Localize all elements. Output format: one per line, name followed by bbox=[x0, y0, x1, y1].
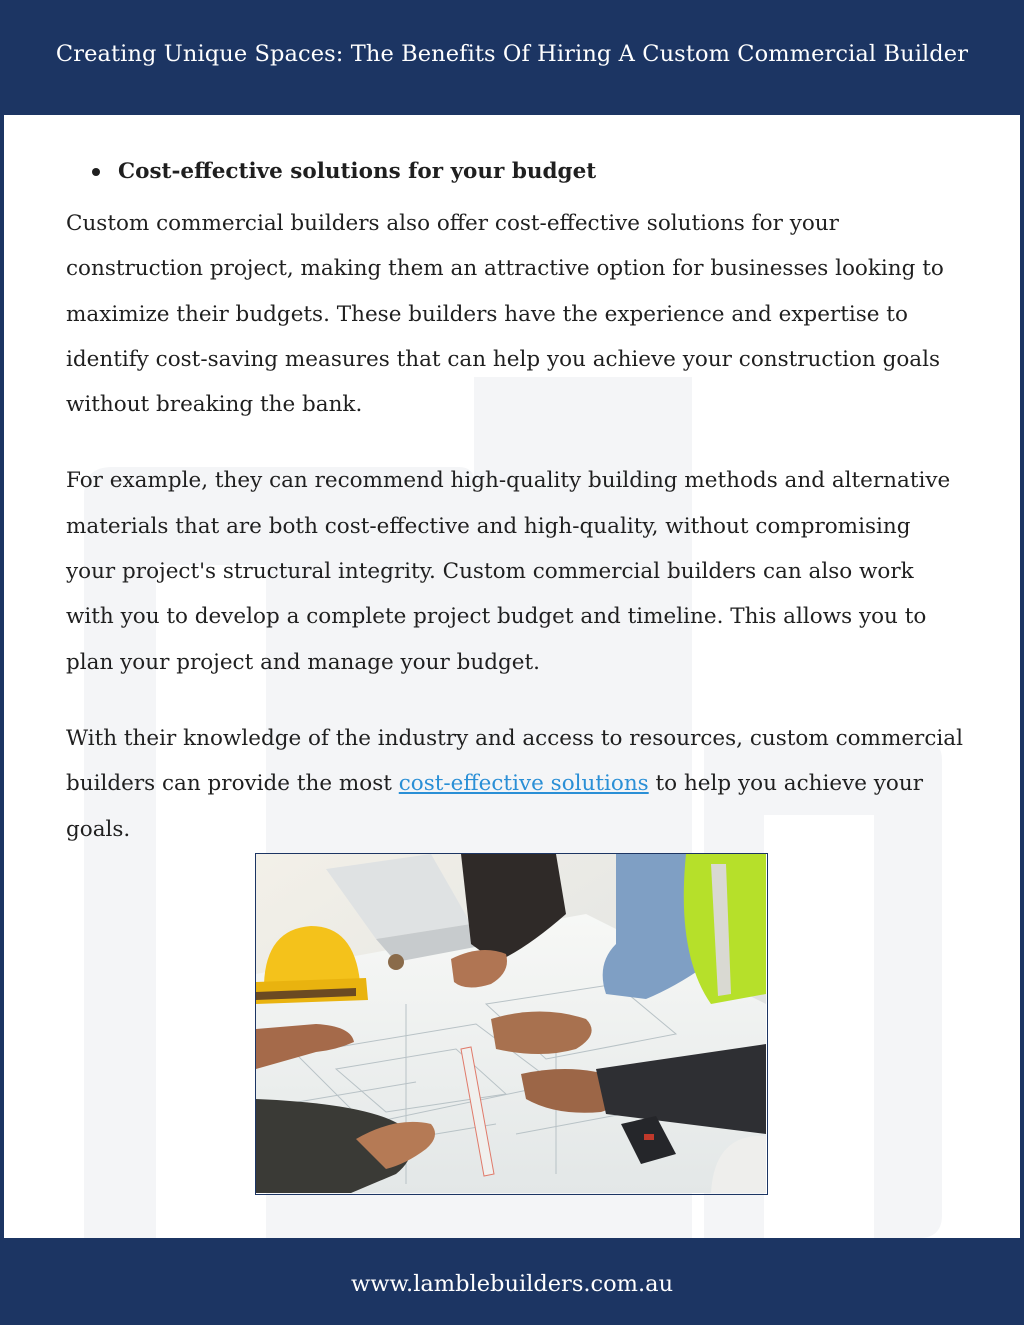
paragraph-3 bbox=[66, 716, 966, 852]
header-title: Creating Unique Spaces: The Benefits Of Hiring A Custom Commercial Builder bbox=[55, 41, 969, 67]
watch bbox=[388, 954, 404, 970]
footer-url: www.lamblebuilders.com.au bbox=[350, 1271, 674, 1297]
paragraph-1: Custom commercial builders also offer cost-effective solutions for your construction project, making them an attractive option for businesses looking to maximize their budgets. These builders have the experience and expertise to identify cost-saving measures that can help you achieve your construction goals without breaking the bank. bbox=[66, 211, 944, 418]
cost-effective-solutions-link[interactable]: cost-effective solutions bbox=[398, 771, 649, 797]
bullet-item bbox=[66, 155, 966, 189]
content-panel bbox=[4, 115, 1020, 1238]
bullet-list bbox=[66, 155, 966, 189]
bullet-text: Cost-effective solutions for your budget bbox=[118, 159, 597, 184]
construction-team-photo bbox=[255, 853, 768, 1195]
watermark-window-right bbox=[764, 815, 874, 1238]
paragraph-3-after: to help you achieve your goals. bbox=[66, 771, 923, 842]
bullet-dot bbox=[92, 168, 100, 176]
page-footer bbox=[0, 1241, 1024, 1325]
page-header bbox=[0, 0, 1024, 112]
article-body bbox=[66, 155, 966, 852]
photo-illustration bbox=[256, 854, 766, 1193]
paragraph-2: For example, they can recommend high-quality building methods and alternative materials that are both cost-effective and high-quality, without compromising your project's structural integrity. Custom commercial builders can also work with you to develop a complete project budget and timeline. This allows you to plan your project and manage your budget. bbox=[66, 468, 951, 675]
paragraph-3-before: With their knowledge of the industry and access to resources, custom commercial builders can provide the most bbox=[66, 725, 963, 797]
hand-writing bbox=[491, 1012, 592, 1055]
